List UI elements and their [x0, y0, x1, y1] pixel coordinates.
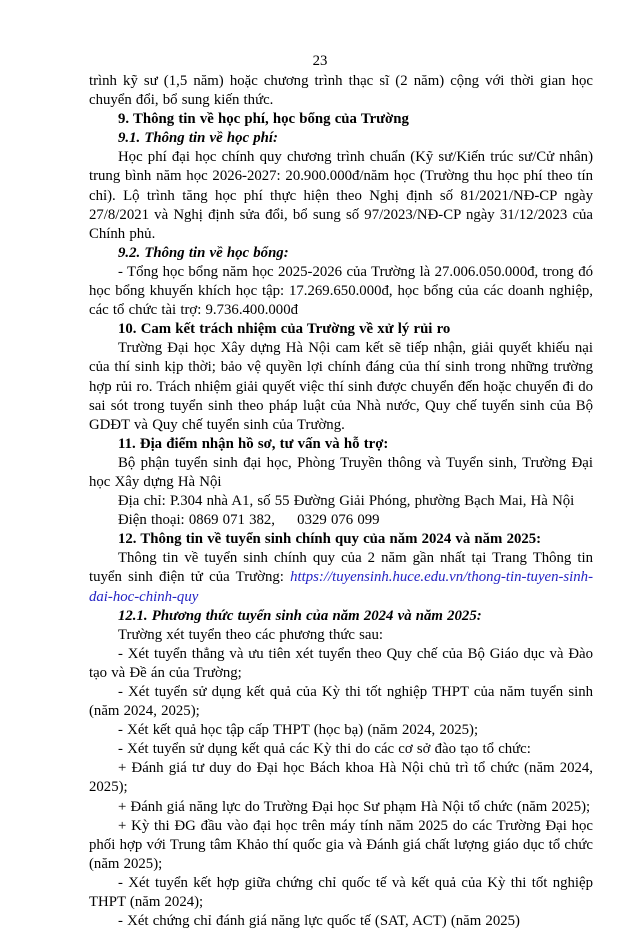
page-number: 23 [312, 53, 328, 69]
method-item: + Đánh giá tư duy do Đại học Bách khoa Hà Nội chủ trì tổ chức (năm 2024, 2025); [89, 760, 593, 796]
section9-1-title: 9.1. Thông tin về học phí: [118, 130, 278, 147]
methods-lead: Trường xét tuyển theo các phương thức sau: [118, 626, 383, 643]
admission-info-text: Thông tin về tuyển sinh chính quy của 2 năm gần nhất tại Trang Thông tin tuyển sinh điện tử của Trường: [89, 550, 593, 586]
section11-title: 11. Địa điểm nhận hồ sơ, tư vấn và hỗ trợ: [118, 435, 389, 452]
method-item: + Kỳ thi ĐG đầu vào đại học trên máy tính năm 2025 do các Trường Đại học phối hợp với Trung tâm Khảo thí quốc gia và Đánh giá chất lượng giáo dục tổ chức (năm 2025); [89, 817, 593, 872]
phone-number-2: 0329 076 099 [297, 512, 380, 529]
section9-title: 9. Thông tin về học phí, học bổng của Trường [118, 111, 409, 128]
phone-label: Điện thoại: [118, 512, 185, 529]
scholarship-paragraph: - Tổng học bổng năm học 2025-2026 của Trường là 27.006.050.000đ, trong đó học bổng khuyến khích học tập: 17.269.650.000đ, học bổng của các doanh nghiệp, các tổ chức tài trợ: 9.736.400.000đ [89, 263, 593, 319]
section12-1-title: 12.1. Phương thức tuyển sinh của năm 2024 và năm 2025: [118, 607, 482, 624]
method-item: - Xét tuyển kết hợp giữa chứng chỉ quốc tế và kết quả của Kỳ thi tốt nghiệp THPT (năm 2024); [89, 874, 593, 911]
method-item: - Xét kết quả học tập cấp THPT (học bạ) (năm 2024, 2025); [118, 722, 479, 739]
method-item: - Xét tuyển sử dụng kết quả của Kỳ thi tốt nghiệp THPT của năm tuyển sinh (năm 2024, 2025); [89, 684, 593, 720]
admission-info-paragraph [89, 549, 593, 606]
admissions-office-paragraph: Bộ phận tuyển sinh đại học, Phòng Truyền thông và Tuyển sinh, Trường Đại học Xây dựng Hà Nội [89, 454, 593, 490]
section12-title: 12. Thông tin về tuyển sinh chính quy của năm 2024 và năm 2025: [118, 531, 542, 548]
section9-2-title: 9.2. Thông tin về học bổng: [118, 244, 289, 261]
method-item: - Xét tuyển thẳng và ưu tiên xét tuyển theo Quy chế của Bộ Giáo dục và Đào tạo và Đề án của Trường; [89, 645, 593, 681]
tuition-paragraph: Học phí đại học chính quy chương trình chuẩn (Kỹ sư/Kiến trúc sư/Cử nhân) trung bình năm học 2026-2027: 20.900.000đ/năm học (Trường thu học phí theo tín chỉ). Lộ trình tăng học phí thực hiện theo Nghị định số 81/2021/NĐ-CP ngày 27/8/2021 và Nghị định sửa đổi, bổ sung số 97/2023/NĐ-CP ngày 31/12/2023 của Chính phủ. [89, 149, 593, 242]
continued-paragraph: trình kỹ sư (1,5 năm) hoặc chương trình thạc sĩ (2 năm) cộng với thời gian học chuyển đổi, bổ sung kiến thức. [89, 73, 593, 109]
admission-info-link[interactable]: https://tuyensinh.huce.edu.vn/thong-tin-tuyen-sinh-dai-hoc-chinh-quy [89, 569, 594, 605]
commitment-paragraph: Trường Đại học Xây dựng Hà Nội cam kết sẽ tiếp nhận, giải quyết khiếu nại của thí sinh kịp thời; bảo vệ quyền lợi chính đáng của thí sinh trong những trường hợp rủi ro. Trách nhiệm giải quyết việc thí sinh được chuyển đến hoặc chuyển đi do sai sót trong tuyển sinh theo pháp luật của Nhà nước, Quy chế tuyển sinh của Bộ GDĐT và Quy chế tuyển sinh của Trường. [89, 340, 593, 433]
document-content [89, 72, 593, 931]
method-item: - Xét chứng chỉ đánh giá năng lực quốc tế (SAT, ACT) (năm 2025) [118, 913, 520, 930]
section10-title: 10. Cam kết trách nhiệm của Trường về xử lý rủi ro [118, 321, 451, 338]
method-item: + Đánh giá năng lực do Trường Đại học Sư phạm Hà Nội tổ chức (năm 2025); [118, 798, 591, 815]
phone-number-1: 0869 071 382, [188, 512, 275, 529]
address-line: Địa chỉ: P.304 nhà A1, số 55 Đường Giải Phóng, phường Bạch Mai, Hà Nội [118, 493, 575, 510]
method-item: - Xét tuyển sử dụng kết quả các Kỳ thi do các cơ sở đào tạo tổ chức: [118, 741, 531, 758]
phone-line [89, 511, 593, 530]
